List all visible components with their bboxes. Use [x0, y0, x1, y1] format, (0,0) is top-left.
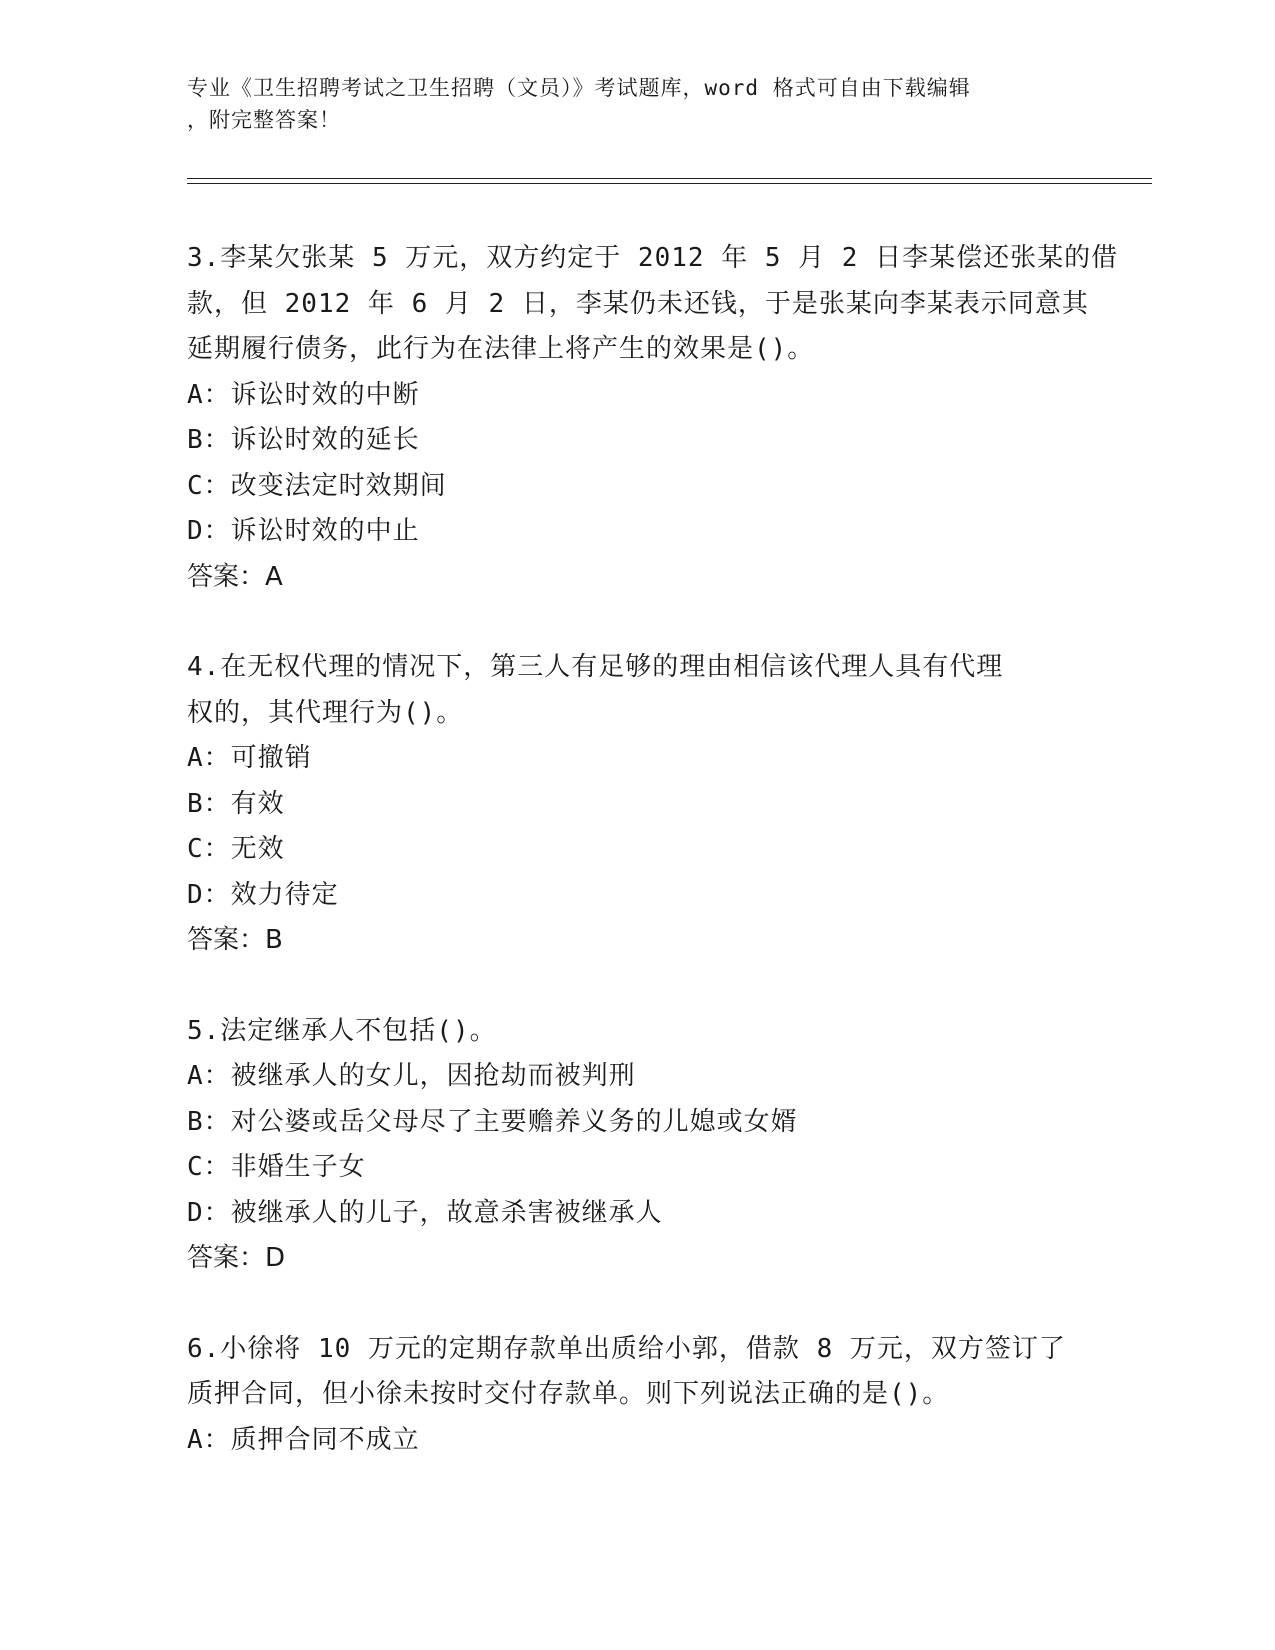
- question-stem-line: 权的，其代理行为()。: [187, 697, 464, 728]
- option-d: D：效力待定: [187, 879, 339, 910]
- answer-label: 答案：D: [187, 1243, 286, 1273]
- option-b: B：有效: [187, 788, 285, 819]
- option-b: B：诉讼时效的延长: [187, 425, 420, 455]
- question-list: [187, 236, 1119, 1508]
- option-c: C：无效: [187, 834, 285, 864]
- answer-label: 答案：A: [187, 561, 283, 592]
- question-stem-line: 延期履行债务，此行为在法律上将产生的效果是()。: [187, 334, 815, 364]
- header-line-1: 专业《卫生招聘考试之卫生招聘（文员）》考试题库，word 格式可自由下载编辑: [187, 76, 971, 100]
- question-4: [187, 645, 1087, 964]
- document-header: [187, 72, 1077, 136]
- option-a: A：诉讼时效的中断: [187, 379, 420, 410]
- question-3: [187, 236, 1119, 600]
- question-stem-line: 5.法定继承人不包括()。: [187, 1015, 497, 1046]
- question-6: [187, 1327, 1087, 1464]
- question-5: [187, 1009, 1087, 1282]
- option-a: A：质押合同不成立: [187, 1424, 420, 1455]
- header-divider-top: [187, 178, 1152, 179]
- option-c: C：改变法定时效期间: [187, 470, 447, 501]
- option-b: B：对公婆或岳父母尽了主要赡养义务的儿媳或女婿: [187, 1106, 798, 1137]
- option-a: A：被继承人的女儿，因抢劫而被判刑: [187, 1061, 636, 1091]
- header-divider-bottom: [187, 183, 1152, 184]
- option-a: A：可撤销: [187, 743, 312, 773]
- question-stem-line: 4.在无权代理的情况下，第三人有足够的理由相信该代理人具有代理: [187, 652, 1004, 682]
- option-c: C：非婚生子女: [187, 1152, 366, 1182]
- question-stem-line: 款，但 2012 年 6 月 2 日，李某仍未还钱，于是张某向李某表示同意其: [187, 288, 1089, 319]
- question-stem-line: 质押合同，但小徐未按时交付存款单。则下列说法正确的是()。: [187, 1379, 950, 1409]
- header-line-2: ，附完整答案！: [187, 108, 341, 132]
- option-d: D：诉讼时效的中止: [187, 516, 420, 546]
- question-stem-line: 3.李某欠张某 5 万元，双方约定于 2012 年 5 月 2 日李某偿还张某的借: [187, 243, 1119, 273]
- option-d: D：被继承人的儿子，故意杀害被继承人: [187, 1197, 663, 1228]
- question-stem-line: 6.小徐将 10 万元的定期存款单出质给小郭，借款 8 万元，双方签订了: [187, 1333, 1066, 1364]
- answer-label: 答案：B: [187, 925, 283, 955]
